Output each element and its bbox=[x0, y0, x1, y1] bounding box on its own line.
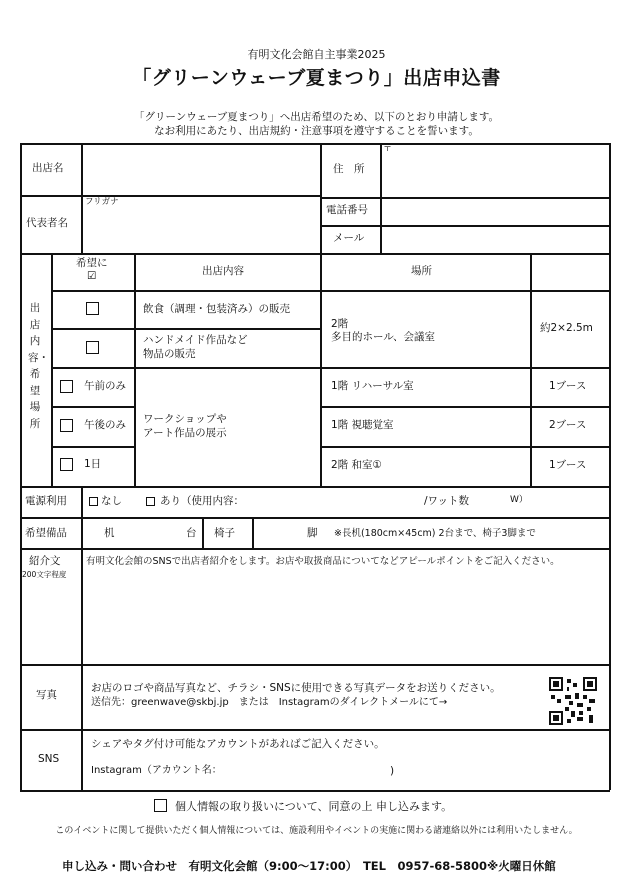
store-name-label: 出店名 bbox=[32, 162, 64, 174]
power-yes-checkbox[interactable] bbox=[146, 497, 155, 506]
check-header-line1: 希望に bbox=[76, 257, 108, 269]
power-none-checkbox[interactable] bbox=[89, 497, 98, 506]
equipment-note: ※長机(180cm×45cm) 2台まで、椅子3脚まで bbox=[334, 528, 536, 539]
sns-account-close: ) bbox=[390, 765, 395, 777]
photo-label: 写真 bbox=[36, 689, 57, 701]
av-booths: 2ブース bbox=[549, 419, 587, 431]
booth-section-label: 出店内容・希望場所 bbox=[28, 302, 49, 430]
representative-label: 代表者名 bbox=[26, 217, 68, 229]
intro-line-1: 「グリーンウェーブ夏まつり」へ出店希望のため、以下のとおり申請します。 bbox=[133, 111, 500, 123]
morning-checkbox[interactable] bbox=[60, 380, 73, 393]
morning-label: 午前のみ bbox=[84, 380, 126, 392]
food-checkbox[interactable] bbox=[86, 302, 99, 315]
consent-checkbox[interactable] bbox=[154, 799, 167, 812]
allday-label: 1日 bbox=[84, 458, 102, 470]
workshop-content-2: アート作品の展示 bbox=[143, 427, 227, 439]
food-content: 飲食（調理・包装済み）の販売 bbox=[143, 303, 290, 315]
check-header-line2: ☑ bbox=[87, 270, 97, 282]
privacy-notice: このイベントに関して提供いただく個人情報については、施設利用やイベントの実施に関わる諸連絡以外には利用いたしません。 bbox=[55, 826, 578, 836]
power-none-option: なし bbox=[101, 495, 122, 507]
floor2-place-1: 2階 bbox=[331, 318, 349, 330]
intro-section-label: 紹介文 bbox=[29, 555, 61, 567]
washitsu-booths: 1ブース bbox=[549, 459, 587, 471]
afternoon-checkbox[interactable] bbox=[60, 419, 73, 432]
contact-footer: 申し込み・問い合わせ 有明文化会館（9:00～17:00） TEL 0957-68-5800※火曜日休館 bbox=[62, 859, 556, 873]
afternoon-label: 午後のみ bbox=[84, 419, 126, 431]
intro-section-text: 有明文化会館のSNSで出店者紹介をします。お店や取扱商品についてなどアピールポイントをご記入ください。 bbox=[86, 556, 560, 567]
watt-label: /ワット数 bbox=[424, 495, 470, 507]
consent-label: 個人情報の取り扱いについて、同意の上 申し込みます。 bbox=[175, 800, 453, 813]
rehearsal-place: 1階 リハーサル室 bbox=[331, 380, 414, 392]
sns-account-label: Instagram（アカウント名： bbox=[91, 765, 222, 776]
place-header: 場所 bbox=[411, 265, 432, 277]
desk-unit: 台 bbox=[186, 527, 197, 539]
photo-text-1: お店のロゴや商品写真など、チラシ・SNSに使用できる写真データをお送りください。 bbox=[91, 682, 501, 694]
furigana-label: フリガナ bbox=[85, 197, 119, 207]
email-label: メール bbox=[333, 232, 365, 244]
phone-label: 電話番号 bbox=[326, 204, 368, 216]
handmade-checkbox[interactable] bbox=[86, 341, 99, 354]
rehearsal-booths: 1ブース bbox=[549, 380, 587, 392]
sns-label: SNS bbox=[38, 753, 60, 765]
workshop-content-1: ワークショップや bbox=[143, 413, 227, 425]
postal-mark: 〒 bbox=[383, 144, 393, 154]
form-title: 「グリーンウェーブ夏まつり」出店申込書 bbox=[132, 67, 501, 89]
handmade-content-1: ハンドメイド作品など bbox=[143, 334, 248, 346]
intro-line-2: なお利用にあたり、出店規約・注意事項を遵守することを誓います。 bbox=[154, 125, 479, 137]
power-label: 電源利用 bbox=[25, 495, 67, 507]
intro-section-sublabel: 200文字程度 bbox=[22, 570, 67, 579]
washitsu-place: 2階 和室① bbox=[331, 459, 382, 471]
equipment-label: 希望備品 bbox=[25, 527, 67, 539]
watt-unit: W） bbox=[510, 495, 528, 505]
handmade-content-2: 物品の販売 bbox=[143, 348, 196, 360]
av-place: 1階 視聴覚室 bbox=[331, 419, 394, 431]
power-yes-option: あり（使用内容： bbox=[160, 495, 244, 507]
address-label: 住 所 bbox=[333, 163, 365, 175]
floor2-size: 約2×2.5m bbox=[540, 322, 593, 334]
sns-text: シェアやタグ付け可能なアカウントがあればご記入ください。 bbox=[91, 738, 385, 750]
content-header: 出店内容 bbox=[202, 265, 244, 277]
photo-text-2: 送信先：greenwave@skbj.jp または Instagramのダイレクトメールにて→ bbox=[91, 697, 448, 708]
chair-unit: 脚 bbox=[307, 527, 318, 539]
allday-checkbox[interactable] bbox=[60, 458, 73, 471]
desk-label: 机 bbox=[104, 527, 115, 539]
event-subtitle: 有明文化会館自主事業2025 bbox=[247, 48, 386, 61]
instagram-qr-code[interactable] bbox=[549, 677, 597, 725]
floor2-place-2: 多目的ホール、会議室 bbox=[331, 331, 435, 343]
chair-label: 椅子 bbox=[214, 527, 235, 539]
